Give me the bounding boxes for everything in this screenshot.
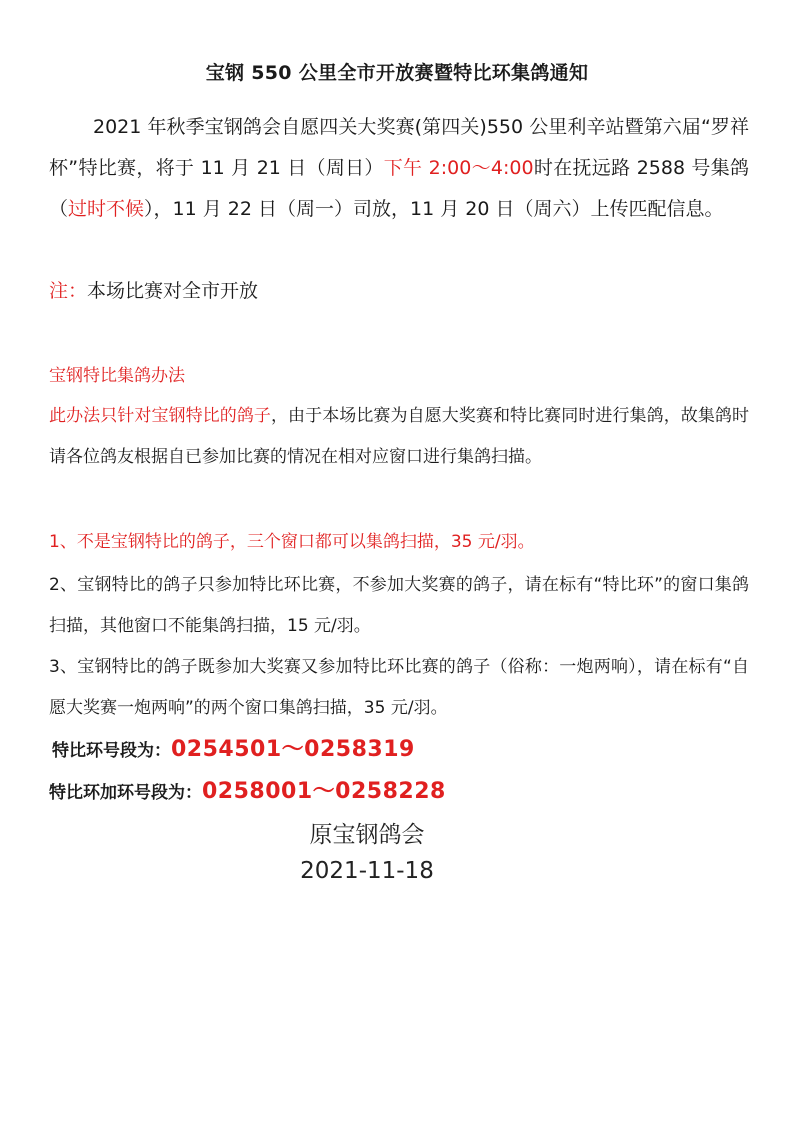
collection-time: 下午 2:00～4:00	[383, 157, 534, 179]
extra-ring-range-line	[49, 772, 446, 813]
note-label: 注：	[49, 280, 88, 302]
section-title: 宝钢特比集鸽办法	[49, 366, 185, 386]
no-late-entry-notice: 过时不候	[68, 198, 145, 220]
document-title: 宝钢 550 公里全市开放赛暨特比环集鸽通知	[205, 62, 589, 84]
announcement-paragraph	[49, 107, 749, 230]
announcement-text-part2: 时在抚远路 2588 号集鸽（	[49, 157, 750, 220]
section-intro	[49, 396, 749, 478]
ring-range-line	[52, 730, 415, 771]
note-text: 本场比赛对全市开放	[87, 280, 259, 302]
section-intro-text: ，由于本场比赛为自愿大奖赛和特比赛同时进行集鸽，故集鸽时请各位鸽友根据自已参加比赛的情况在相对应窗口进行集鸽扫描。	[49, 406, 750, 467]
signature-organization: 原宝钢鸽会	[309, 822, 425, 848]
rule-item-1: 1、不是宝钢特比的鸽子，三个窗口都可以集鸽扫描，35 元/羽。	[49, 532, 535, 552]
rule-item-2: 2、宝钢特比的鸽子只参加特比环比赛，不参加大奖赛的鸽子，请在标有“特比环”的窗口集鸽扫描，其他窗口不能集鸽扫描，15 元/羽。	[49, 575, 749, 636]
section-intro-highlight: 此办法只针对宝钢特比的鸽子	[49, 406, 271, 426]
rule-item-3: 3、宝钢特比的鸽子既参加大奖赛又参加特比环比赛的鸽子（俗称：一炮两响），请在标有“自愿大奖赛一炮两响”的两个窗口集鸽扫描，35 元/羽。	[49, 657, 749, 718]
extra-ring-range-value: 0258001～0258228	[202, 779, 446, 804]
announcement-text-part1: 2021 年秋季宝钢鸽会自愿四关大奖赛(第四关)550 公里利辛站暨第六届“罗祥杯”特比赛，将于 11 月 21 日（周日）	[49, 116, 749, 179]
ring-range-value: 0254501～0258319	[171, 737, 415, 762]
extra-ring-range-label: 特比环加环号段为：	[49, 783, 202, 803]
note-line	[49, 275, 258, 307]
announcement-text-part3: ），11 月 22 日（周一）司放，11 月 20 日（周六）上传匹配信息。	[144, 198, 724, 220]
ring-range-label: 特比环号段为：	[52, 741, 171, 761]
signature-date: 2021-11-18	[300, 858, 434, 884]
